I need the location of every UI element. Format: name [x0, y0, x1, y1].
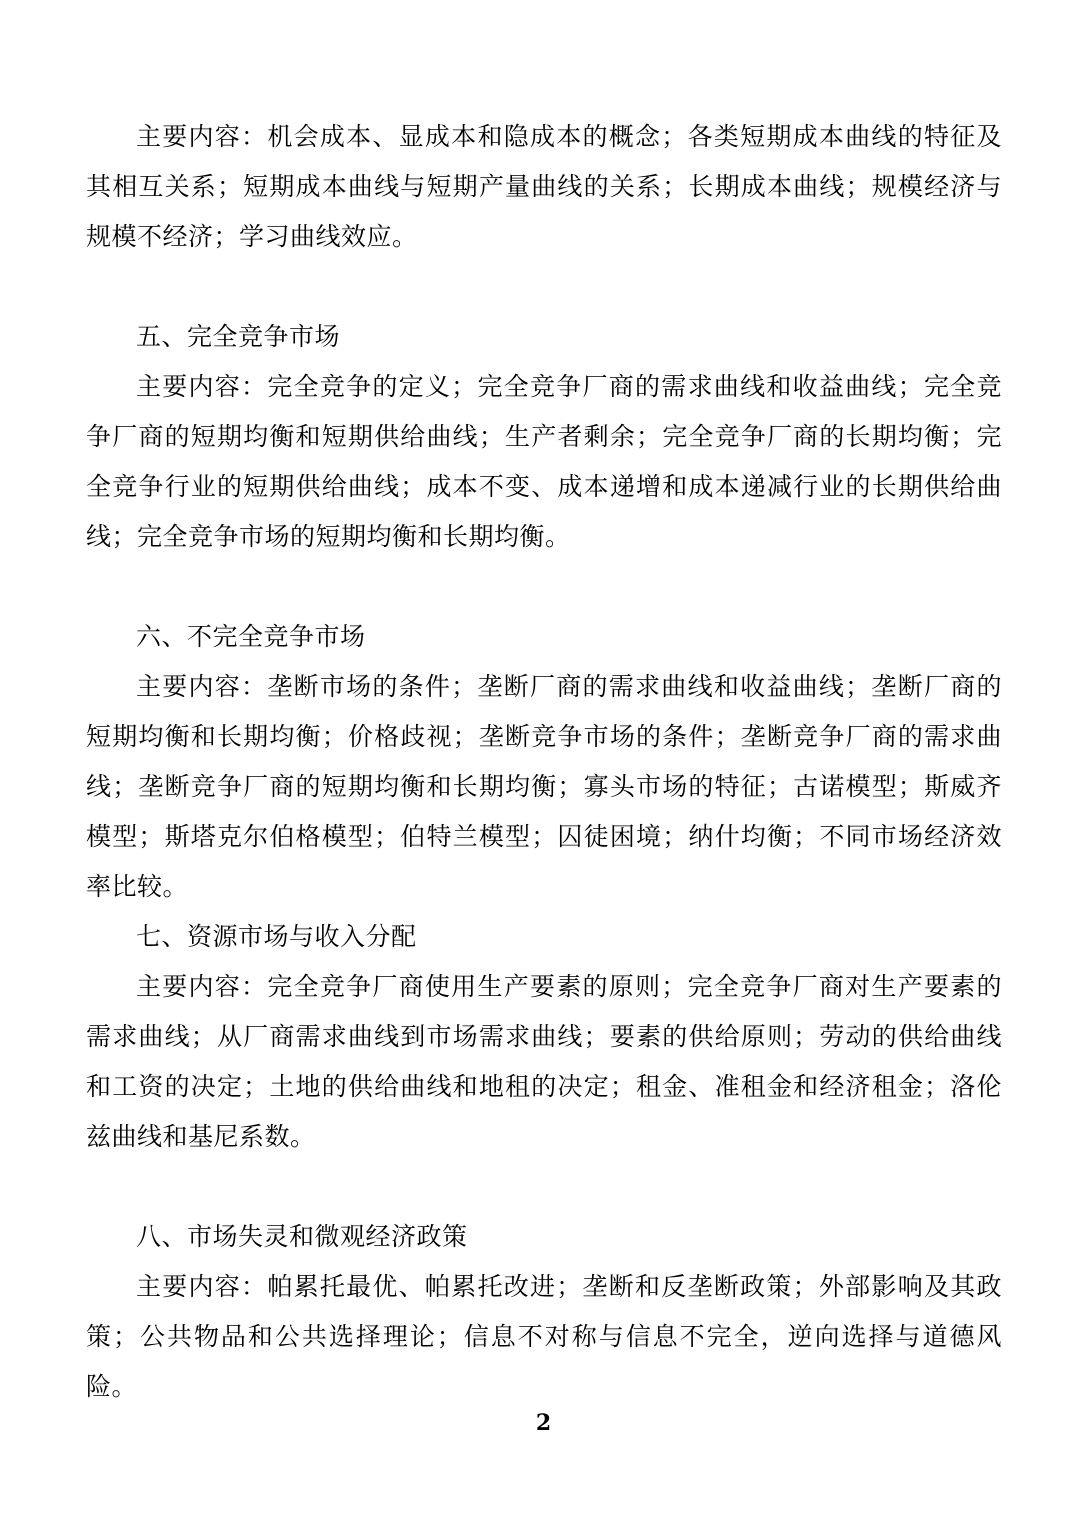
section-body-8-main-content: 主要内容：帕累托最优、帕累托改进；垄断和反垄断政策；外部影响及其政策；公共物品和公共选择理论；信息不对称与信息不完全，逆向选择与道德风险。 — [86, 1272, 1002, 1401]
section-heading-6-imperfect-competition-market: 六、不完全竞争市场 — [136, 622, 366, 651]
carryover-paragraph-main-content: 主要内容：机会成本、显成本和隐成本的概念；各类短期成本曲线的特征及其相互关系；短期成本曲线与短期产量曲线的关系；长期成本曲线；规模经济与规模不经济；学习曲线效应。 — [86, 122, 1002, 251]
section-body-5-main-content: 主要内容：完全竞争的定义；完全竞争厂商的需求曲线和收益曲线；完全竞争厂商的短期均衡和短期供给曲线；生产者剩余；完全竞争厂商的长期均衡；完全竞争行业的短期供给曲线；成本不变、成本递增和成本递减行业的长期供给曲线；完全竞争市场的短期均衡和长期均衡。 — [86, 372, 1002, 551]
section-heading-8-market-failure-micro-policy: 八、市场失灵和微观经济政策 — [136, 1222, 468, 1251]
section-heading-7-resource-market-income-distribution: 七、资源市场与收入分配 — [136, 922, 417, 951]
section-body-6-main-content: 主要内容：垄断市场的条件；垄断厂商的需求曲线和收益曲线；垄断厂商的短期均衡和长期均衡；价格歧视；垄断竞争市场的条件；垄断竞争厂商的需求曲线；垄断竞争厂商的短期均衡和长期均衡；寡头市场的特征；古诺模型；斯威齐模型；斯塔克尔伯格模型；伯特兰模型；囚徒困境；纳什均衡；不同市场经济效率比较。 — [86, 672, 1002, 901]
document-body — [86, 112, 1002, 1412]
section-body-7-main-content: 主要内容：完全竞争厂商使用生产要素的原则；完全竞争厂商对生产要素的需求曲线；从厂商需求曲线到市场需求曲线；要素的供给原则；劳动的供给曲线和工资的决定；土地的供给曲线和地租的决定；租金、准租金和经济租金；洛伦兹曲线和基尼系数。 — [86, 972, 1002, 1151]
section-heading-5-perfect-competition-market: 五、完全竞争市场 — [136, 322, 341, 351]
page-number: 2 — [535, 1410, 552, 1436]
